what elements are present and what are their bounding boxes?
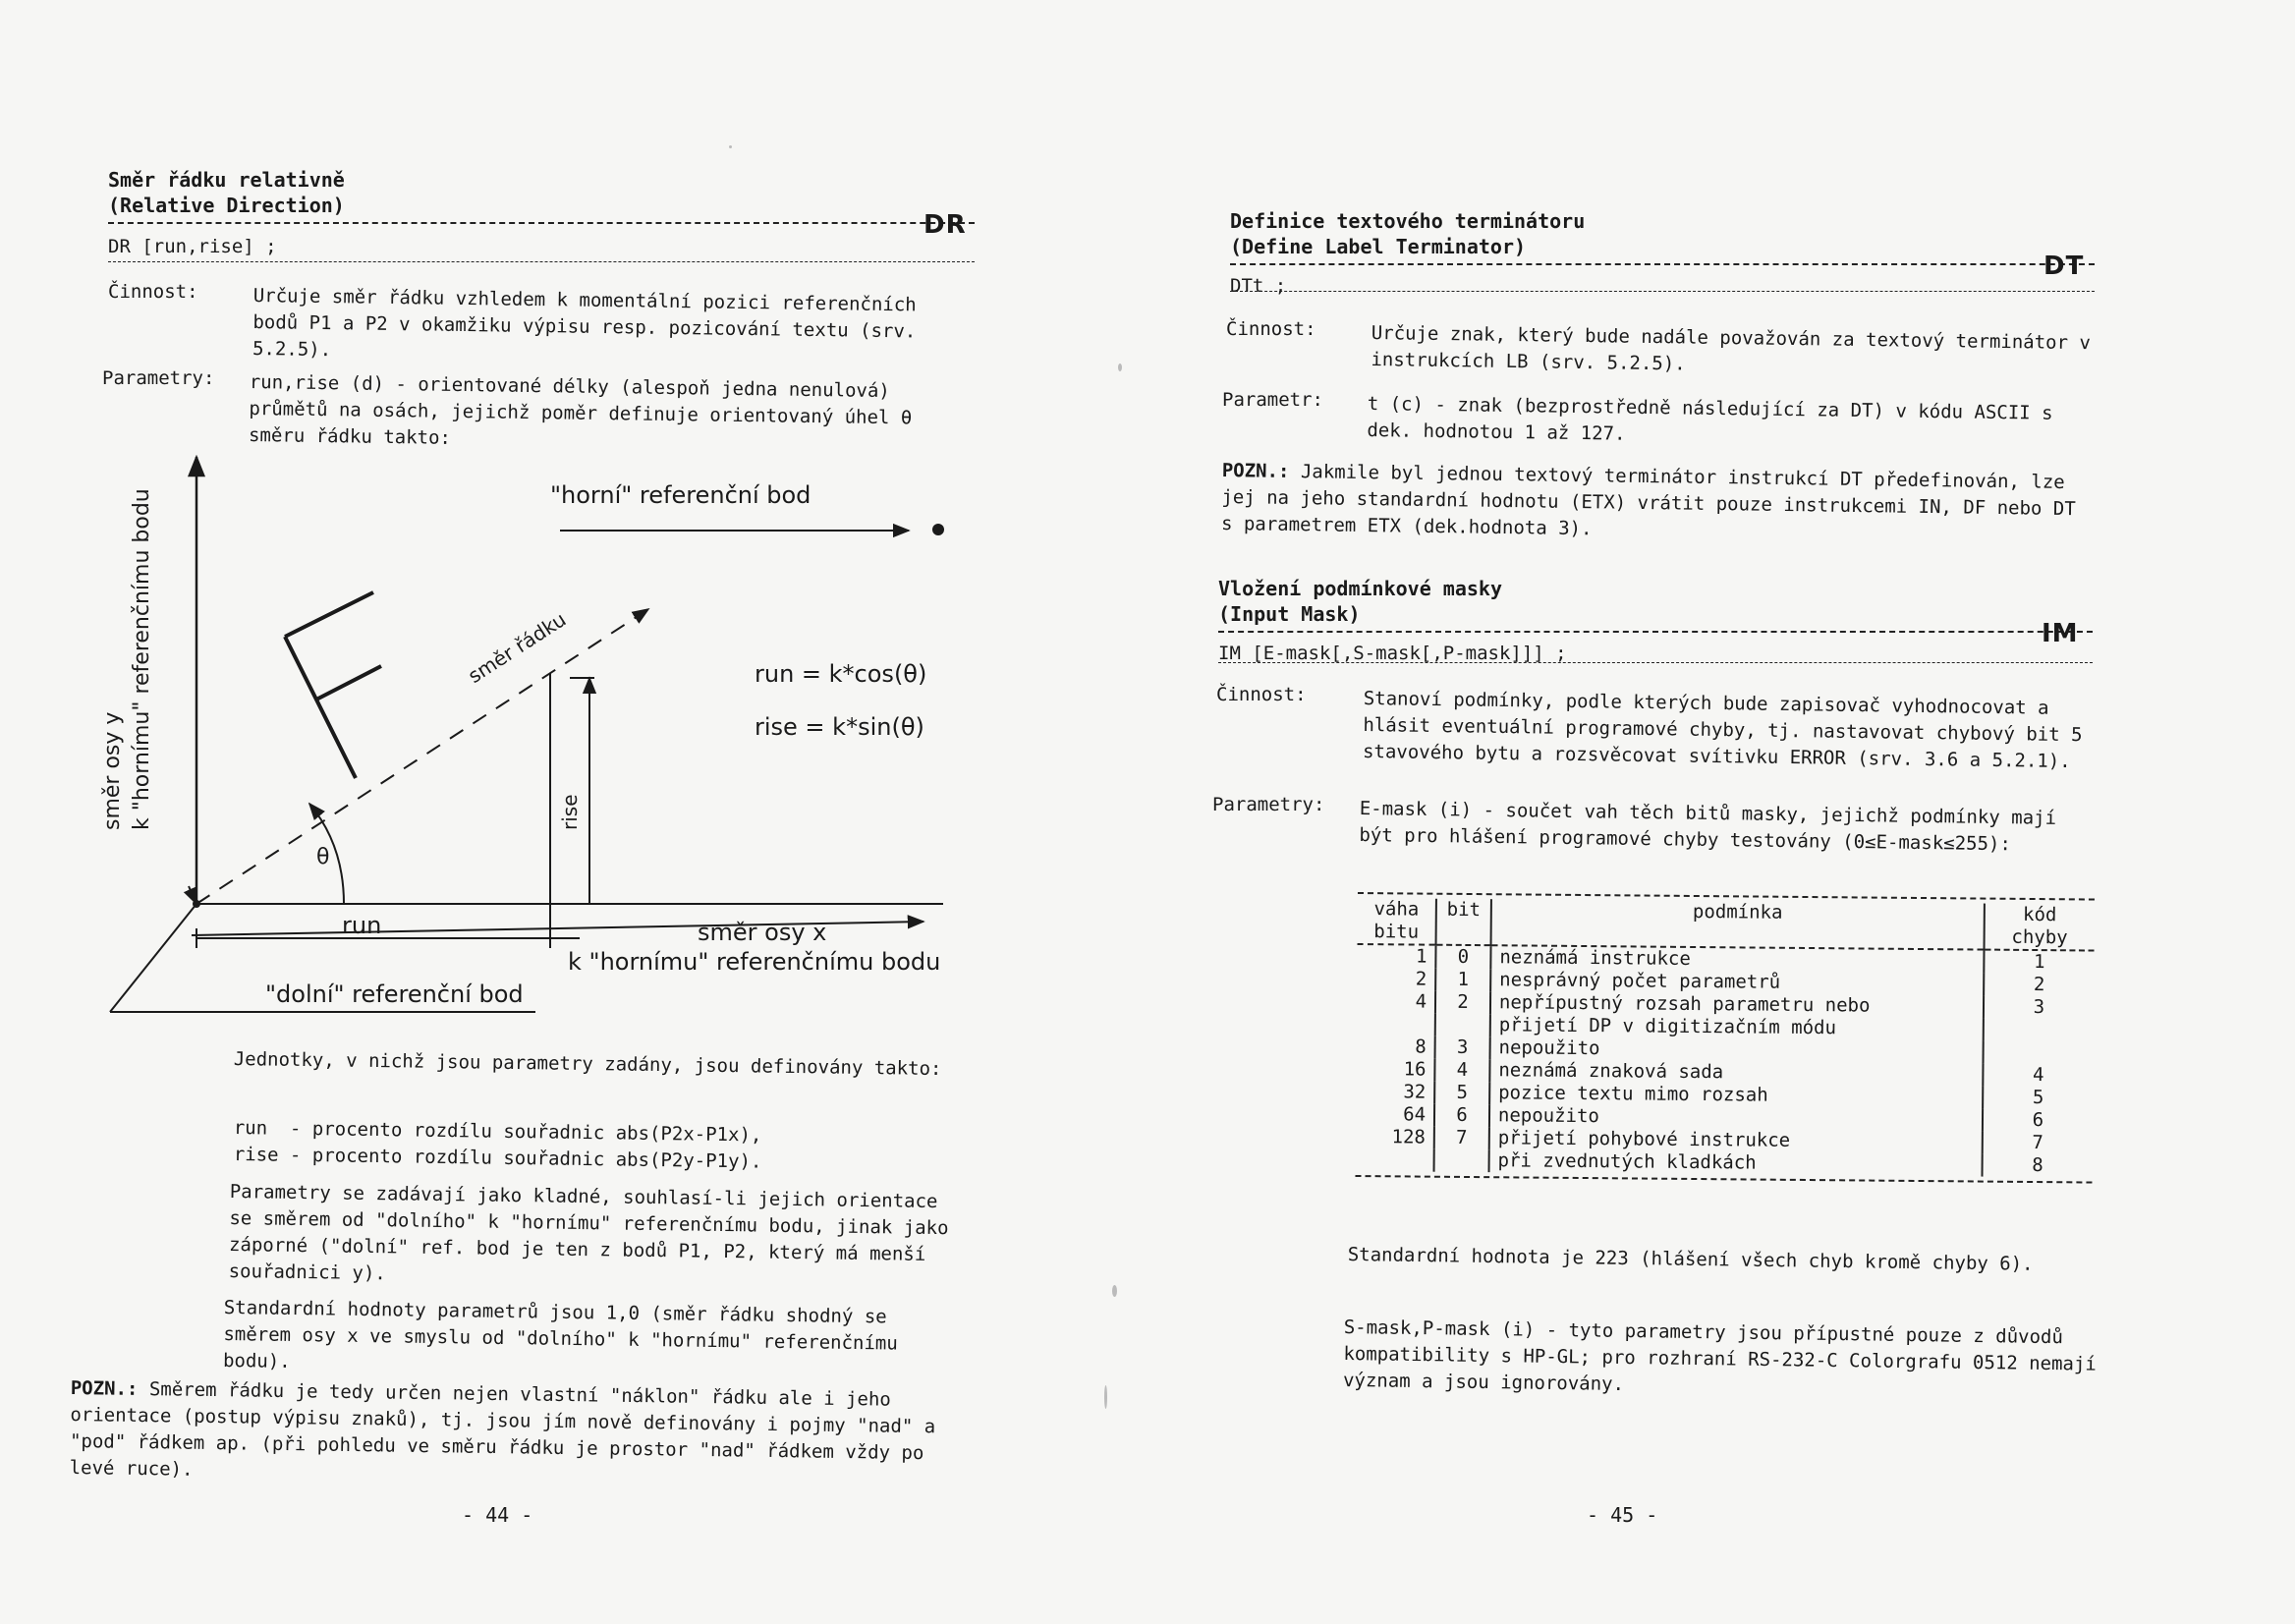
- row-bit: 2: [1435, 991, 1490, 1014]
- dr-parametry-text: run,rise (d) - orientované délky (alespoň jedna nenulová) průmětů na osách, jejichž poměr definuje orientovaný úhel θ směru řádku takto:: [248, 370, 913, 449]
- dr-title-en: (Relative Direction): [108, 194, 345, 217]
- im-cinnost-text: Stanoví podmínky, podle kterých bude zapisovač vyhodnocovat a hlásit eventuální programové chyby, tj. nastavovat chybový bit 5 stavového bytu a rozsvěcovat svítivku ERROR (srv. 3.6 a 5.2.1).: [1362, 687, 2083, 773]
- header-weight-line2: bitu: [1373, 921, 1420, 943]
- row-direction-label: směr řádku: [464, 607, 571, 689]
- dr-note: [69, 1375, 954, 1494]
- row-bit: [1435, 1014, 1490, 1036]
- formula-rise: rise = k*sin(θ): [755, 713, 924, 741]
- x-axis-label-line1: směr osy x: [698, 919, 827, 946]
- x-axis-label-line2: k "hornímu" referenčnímu bodu: [568, 948, 941, 976]
- left-page: [0, 0, 1140, 1624]
- dt-syntax: DTt ;: [1230, 275, 1287, 297]
- row-weight: 128: [1391, 1126, 1426, 1148]
- scan-speck: [1104, 1385, 1107, 1409]
- header-code-line1: kód: [2022, 903, 2057, 926]
- letter-f-glyph: [285, 592, 381, 778]
- row-code: 1: [1984, 950, 2094, 975]
- row-condition: přijetí DP v digitizačním módu: [1490, 1014, 1984, 1040]
- row-code: 7: [1983, 1132, 2093, 1155]
- im-param-label: Parametry:: [1212, 794, 1325, 815]
- dt-note-label: POZN.:: [1221, 459, 1290, 482]
- units-rise: rise - procento rozdílu souřadnic abs(P2y-P1y).: [233, 1143, 762, 1173]
- dt-note: [1221, 458, 2097, 549]
- row-weight: 64: [1403, 1103, 1427, 1126]
- units-run: run - procento rozdílu souřadnic abs(P2x-P1x),: [233, 1116, 762, 1147]
- lower-ref-leader: [110, 904, 196, 1012]
- row-weight: 4: [1415, 990, 1427, 1013]
- dt-cinnost-label: Činnost:: [1226, 318, 1316, 340]
- row-condition: nepoužito: [1489, 1104, 1983, 1131]
- header-bit: bit: [1436, 899, 1491, 945]
- dr-code-label: DR: [924, 210, 967, 240]
- formula-run: run = k*cos(θ): [755, 660, 927, 688]
- row-condition: při zvednutých kladkách: [1488, 1149, 1982, 1176]
- row-code: 5: [1983, 1087, 2093, 1110]
- row-bit: 6: [1434, 1104, 1489, 1127]
- row-code: 3: [1984, 996, 2094, 1020]
- row-bit: 1: [1435, 969, 1490, 991]
- scan-speck: [1112, 1285, 1117, 1297]
- upper-ref-label: "horní" referenční bod: [550, 481, 812, 509]
- im-default-text: Standardní hodnota je 223 (hlášení všech chyb kromě chyby 6).: [1347, 1243, 2034, 1275]
- im-code-label: IM: [2042, 619, 2079, 648]
- dt-title-en: (Define Label Terminator): [1230, 235, 1527, 258]
- dr-syntax-rule: [108, 261, 975, 262]
- theta-label: θ: [316, 845, 330, 869]
- row-condition: neznámá znaková sada: [1489, 1059, 1983, 1086]
- row-weight: 8: [1415, 1036, 1427, 1058]
- header-code: [1984, 904, 2095, 951]
- units-intro: Jednotky, v nichž jsou parametry zadány, jsou definovány takto:: [233, 1047, 942, 1081]
- dt-title-rule: [1230, 263, 2095, 265]
- lower-ref-point: [193, 900, 200, 908]
- run-label: run: [342, 912, 382, 939]
- row-direction-arrow: [196, 609, 648, 904]
- y-axis-label: [98, 488, 157, 830]
- row-weight: [1357, 1013, 1435, 1036]
- header-weight: [1358, 898, 1436, 945]
- header-weight-line1: váha: [1373, 898, 1420, 921]
- dr-cinnost-text: Určuje směr řádku vzhledem k momentální pozici referenčních bodů P1 a P2 v okamžiku výpisu resp. pozicování textu (srv. 5.2.5).: [252, 284, 917, 362]
- header-condition: podmínka: [1490, 899, 1984, 949]
- row-code: 8: [1982, 1154, 2092, 1178]
- right-page: [1140, 0, 2295, 1624]
- row-code: 4: [1983, 1064, 2093, 1088]
- scan-speck: [1118, 364, 1122, 371]
- im-title-cz: Vložení podmínkové masky: [1218, 577, 1502, 600]
- dr-title-cz: Směr řádku relativně: [108, 168, 345, 192]
- dr-note-text: Směrem řádku je tedy určen nejen vlastní "náklon" řádku ale i jeho orientace (postup výpisu znaků), tj. jsou jím nově definovány i pojmy "nad" a "pod" řádkem ap. (při pohledu ve směru řádku je prostor "nad" řádkem vždy po levé ruce).: [69, 1378, 936, 1481]
- row-condition: pozice textu mimo rozsah: [1489, 1082, 1983, 1108]
- row-bit: 7: [1434, 1127, 1489, 1149]
- row-code: 2: [1984, 974, 2094, 997]
- mask-table-frame: [1355, 892, 2095, 1184]
- upper-ref-point: [932, 524, 944, 535]
- row-bit: [1434, 1149, 1489, 1172]
- row-code: [1984, 1019, 2094, 1042]
- page-number-right: - 45 -: [1587, 1503, 1658, 1527]
- row-condition: nepoužito: [1489, 1036, 1983, 1063]
- im-sp-text: S-mask,P-mask (i) - tyto parametry jsou přípustné pouze z důvodů kompatibility s HP-GL; pro rozhraní RS-232-C Colorgrafu 0512 nemají význam a jsou ignorovány.: [1342, 1316, 2097, 1395]
- dt-param-label: Parametr:: [1222, 389, 1323, 411]
- header-code-line2: chyby: [2011, 925, 2068, 949]
- rise-label: rise: [558, 794, 582, 830]
- row-condition: nepřípustný rozsah parametru nebo: [1490, 991, 1984, 1018]
- row-bit: 3: [1435, 1036, 1490, 1059]
- im-cinnost-label: Činnost:: [1216, 684, 1307, 705]
- im-syntax-rule: [1218, 662, 2093, 663]
- y-axis-label-line1: směr osy y: [100, 711, 125, 830]
- dr-note-label: POZN.:: [70, 1376, 139, 1400]
- dr-cinnost-label: Činnost:: [108, 281, 198, 303]
- dt-code-label: DT: [2043, 252, 2085, 281]
- row-bit: 4: [1434, 1059, 1489, 1082]
- params-default-text: Standardní hodnoty parametrů jsou 1,0 (směr řádku shodný se směrem osy x ve smyslu od "dolního" k "hornímu" referenčnímu bodu).: [222, 1296, 898, 1372]
- row-weight: 16: [1403, 1058, 1427, 1081]
- y-axis-label-line2: k "hornímu" referenčnímu bodu: [130, 488, 154, 830]
- row-code: [1983, 1041, 2093, 1065]
- lower-ref-label: "dolní" referenční bod: [265, 980, 524, 1008]
- dt-syntax-rule: [1230, 291, 2095, 292]
- dt-param-text: t (c) - znak (bezprostředně následující za DT) v kódu ASCII s dek. hodnotou 1 až 127.: [1367, 392, 2053, 445]
- row-weight: 1: [1415, 945, 1427, 968]
- im-param-text: E-mask (i) - součet vah těch bitů masky, jejichž podmínky mají být pro hlášení programové chyby testovány (0≤E-mask≤255):: [1359, 797, 2057, 856]
- dr-title-rule: [108, 222, 975, 224]
- mask-table-header: [1358, 898, 2095, 951]
- im-title-en: (Input Mask): [1218, 602, 1361, 626]
- page-number-left: - 44 -: [462, 1503, 533, 1527]
- row-bit: 5: [1434, 1082, 1489, 1104]
- dr-parametry-label: Parametry:: [102, 367, 215, 389]
- im-title-rule: [1218, 631, 2093, 633]
- row-weight: 32: [1403, 1081, 1427, 1103]
- row-code: 6: [1983, 1109, 2093, 1133]
- row-weight: [1356, 1148, 1434, 1172]
- row-bit: 0: [1435, 945, 1490, 969]
- dr-syntax: DR [run,rise] ;: [108, 236, 277, 257]
- im-syntax: IM [E-mask[,S-mask[,P-mask]]] ;: [1218, 643, 1567, 664]
- mask-table: [1356, 898, 2095, 1178]
- row-condition: nesprávný počet parametrů: [1490, 969, 1984, 995]
- dt-title-cz: Definice textového terminátoru: [1230, 209, 1586, 233]
- dt-cinnost-text: Určuje znak, který bude nadále považován za textový terminátor v instrukcích LB (srv. 5.2.5).: [1371, 321, 2091, 375]
- row-condition: neznámá instrukce: [1490, 945, 1984, 973]
- dt-note-text: Jakmile byl jednou textový terminátor instrukcí DT předefinován, lze jej na jeho standardní hodnotu (ETX) vrátit pouze instrukcemi IN, DF nebo DT s parametrem ETX (dek.hodnota 3).: [1220, 461, 2076, 540]
- scan-speck: [729, 145, 732, 148]
- params-orientation-text: Parametry se zadávají jako kladné, souhlasí-li jejich orientace se směrem od "dolního" k "hornímu" referenčnímu bodu, jinak jako záporné ("dolní" ref. bod je ten z bodů P1, P2, který má menší souřadnici y).: [228, 1180, 949, 1285]
- direction-diagram: [98, 442, 982, 1032]
- row-weight: 2: [1415, 968, 1427, 990]
- row-condition: přijetí pohybové instrukce: [1489, 1127, 1983, 1153]
